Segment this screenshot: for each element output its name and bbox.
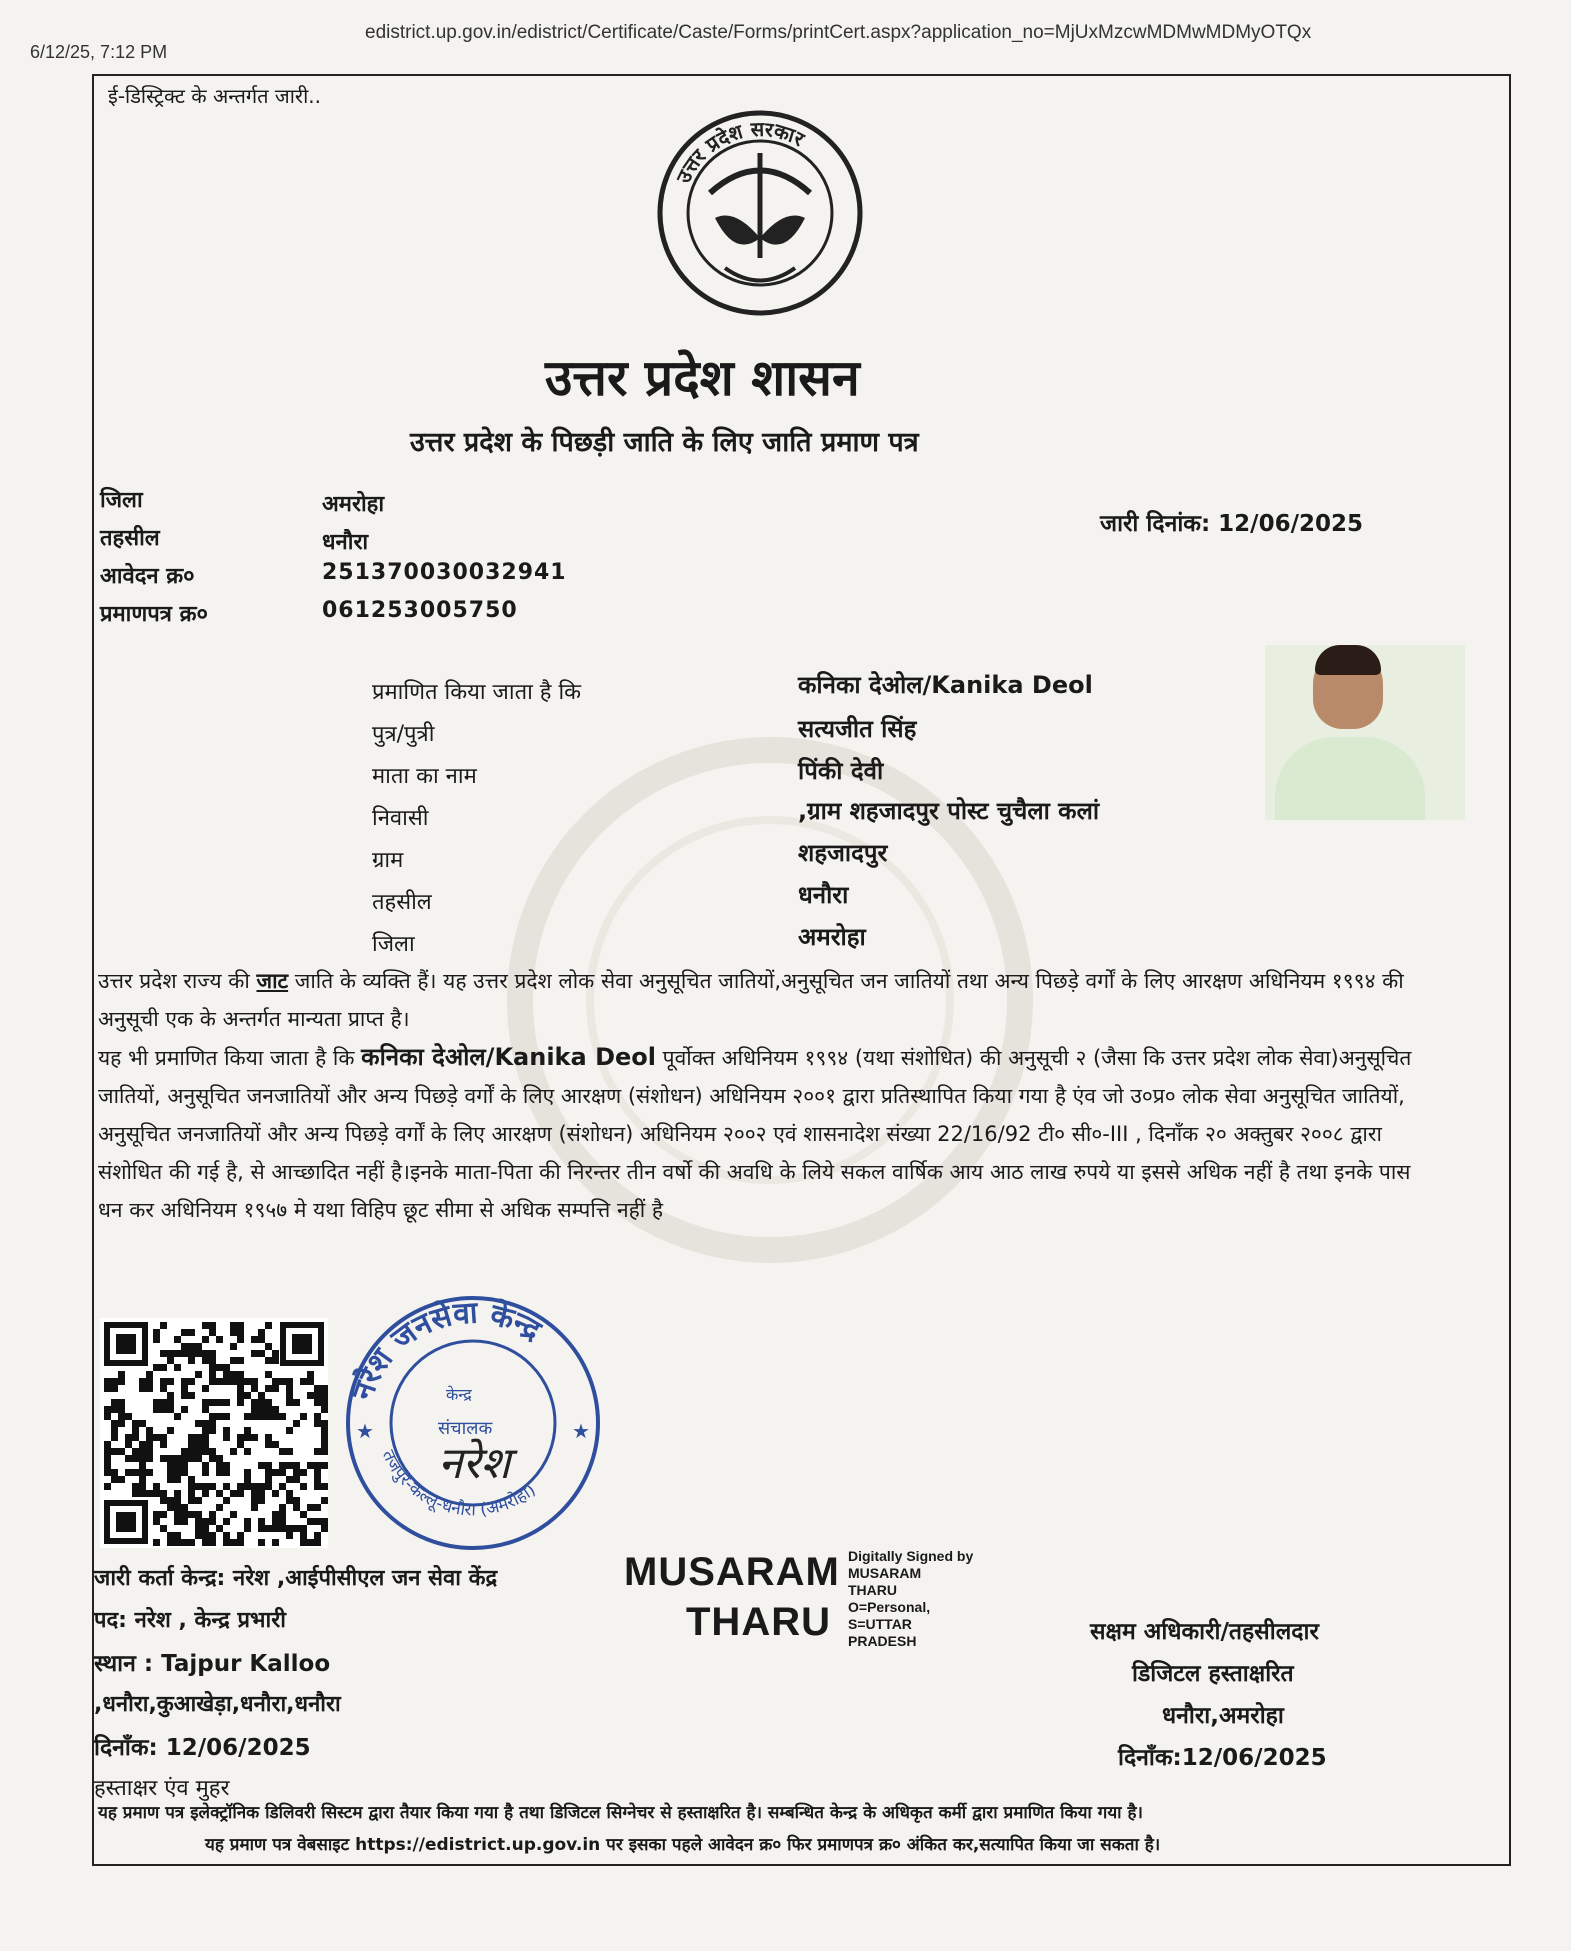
person-label: जिला xyxy=(372,932,415,957)
application-number: 251370030032941 xyxy=(322,560,567,585)
stamp-ring-text: नरेश जनसेवा केन्द्र xyxy=(345,1295,547,1405)
officer-date: दिनाँक:12/06/2025 xyxy=(1118,1745,1327,1771)
person-label: निवासी xyxy=(372,806,429,831)
body-person-name: कनिका देओल/Kanika Deol xyxy=(361,1043,656,1071)
issuer-date: दिनाँक: 12/06/2025 xyxy=(94,1735,311,1761)
person-label: प्रमाणित किया जाता है कि xyxy=(372,680,582,705)
meta-label: प्रमाणपत्र क्र० xyxy=(100,602,208,627)
village: शहजादपुर xyxy=(798,839,888,867)
mother-name: पिंकी देवी xyxy=(798,757,884,785)
issuer-place: स्थान : Tajpur Kalloo xyxy=(94,1651,331,1677)
up-government-emblem-icon xyxy=(655,108,865,318)
body-text: जाति के व्यक्ति हैं। यह उत्तर प्रदेश लोक सेवा अनुसूचित जातियों,अनुसूचित जन जातियों तथा अन्य पिछड़े वर्गों के लिए आरक्षण अधिनियम १९९४ की अनुसूची एक के अन्तर्गत मान्यता प्राप्त है। xyxy=(98,969,1404,1031)
person-label: तहसील xyxy=(372,890,432,915)
meta-label: तहसील xyxy=(100,526,160,551)
svg-text:★: ★ xyxy=(572,1419,590,1443)
applicant-photo xyxy=(1265,645,1465,820)
print-url: edistrict.up.gov.in/edistrict/Certificate/Caste/Forms/printCert.aspx?application_no=MjUxMzcwMDMwMDMyOTQx xyxy=(365,22,1312,43)
person-name: कनिका देओल/Kanika Deol xyxy=(798,671,1093,699)
stamp-signature: नरेश xyxy=(438,1438,511,1489)
body-text: पूर्वोक्त अधिनियम १९९४ (यथा संशोधित) की अनुसूची २ (जैसा कि उत्तर प्रदेश लोक सेवा)अनुसूचित जातियों, अनुसूचित जनजातियों और अन्य पिछड़े वर्गों के लिए आरक्षण (संशोधन) अधिनियम २००१ द्वारा प्रतिस्थापित किया गया है एंव जो उ०प्र० लोक सेवा अनुसूचित जातियों, अनुसूचित जनजातियों और अन्य पिछड़े वर्गों के लिए आरक्षण (संशोधन) अधिनियम २००२ एवं शासनादेश संख्या 22/16/92 टी० सी०-III , दिनाँक २० अक्तुबर २००८ द्वारा संशोधित की गई है, से आच्छादित नहीं है।इनके माता-पिता की निरन्तर तीन वर्षो की अवधि के लिये सकल वार्षिक आय आठ लाख रुपये या इससे अधिक नहीं है तथा इनके पास धन कर अधिनियम १९५७ मे यथा विहिप छूट सीमा से अधिक सम्पत्ति नहीं है xyxy=(98,1046,1412,1222)
print-datetime: 6/12/25, 7:12 PM xyxy=(30,42,168,62)
svg-text:★: ★ xyxy=(356,1419,374,1443)
caste-name: जाट xyxy=(256,969,289,993)
issuer-center: जारी कर्ता केन्द्र: नरेश ,आईपीसीएल जन सेवा केंद्र xyxy=(94,1566,498,1591)
stamp-center-mid: संचालक xyxy=(438,1418,493,1439)
district: अमरोहा xyxy=(798,923,866,951)
issued-under-note: ई-डिस्ट्रिक्ट के अन्तर्गत जारी.. xyxy=(108,84,321,108)
certificate-number: 061253005750 xyxy=(322,598,518,623)
body-text: यह भी प्रमाणित किया जाता है कि xyxy=(98,1046,362,1070)
meta-value: धनौरा xyxy=(322,530,369,555)
person-label: माता का नाम xyxy=(372,764,477,789)
officer-title: सक्षम अधिकारी/तहसीलदार xyxy=(1090,1619,1319,1645)
center-seal-stamp xyxy=(338,1288,608,1558)
meta-value: अमरोहा xyxy=(322,492,385,517)
digital-signer-name-1: MUSARAM xyxy=(624,1550,840,1594)
person-label: पुत्र/पुत्री xyxy=(372,722,435,747)
body-text: उत्तर प्रदेश राज्य की xyxy=(98,969,257,993)
issuer-address: ,धनौरा,कुआखेड़ा,धनौरा,धनौरा xyxy=(94,1692,341,1717)
footer-note-2: यह प्रमाण पत्र वेबसाइट https://edistrict.up.gov.in पर इसका पहले आवेदन क्र० फिर प्रमाणपत्र क्र० अंकित कर,सत्यापित किया जा सकता है। xyxy=(205,1835,1161,1855)
stamp-center-top: केन्द्र xyxy=(446,1385,472,1404)
person-label: ग्राम xyxy=(372,848,404,873)
certificate-body xyxy=(98,962,1428,1229)
officer-location: धनौरा,अमरोहा xyxy=(1162,1703,1284,1729)
issuer-post: पद: नरेश , केन्द्र प्रभारी xyxy=(94,1608,286,1633)
meta-label: आवेदन क्र० xyxy=(100,564,195,589)
digital-signature-details: Digitally Signed by MUSARAM THARU O=Personal, S=UTTAR PRADESH xyxy=(848,1548,974,1649)
emblem-text: उत्तर प्रदेश सरकार xyxy=(671,116,809,187)
sign-and-seal-label: हस्ताक्षर एंव मुहर xyxy=(94,1776,230,1801)
qr-code xyxy=(100,1318,328,1548)
digital-signer-name-2: THARU xyxy=(686,1600,831,1644)
footer-note-1: यह प्रमाण पत्र इलेक्ट्रॉनिक डिलिवरी सिस्टम द्वारा तैयार किया गया है तथा डिजिटल सिग्नेचर से हस्ताक्षरित है। सम्बन्धित केन्द्र के अधिकृत कर्मी द्वारा प्रमाणित किया गया है। xyxy=(98,1803,1143,1823)
issue-date: जारी दिनांक: 12/06/2025 xyxy=(1100,511,1363,537)
tehsil: धनौरा xyxy=(798,881,849,909)
officer-digital-signed: डिजिटल हस्ताक्षरित xyxy=(1132,1661,1294,1687)
certificate-subtitle: उत्तर प्रदेश के पिछड़ी जाति के लिए जाति प्रमाण पत्र xyxy=(410,427,919,458)
stamp-lower-text: तजपुर-कल्लू-धनौरा (अमरोहा) xyxy=(377,1447,540,1521)
page-title: उत्तर प्रदेश शासन xyxy=(545,348,860,407)
meta-label: जिला xyxy=(100,488,143,513)
resident-address: ,ग्राम शहजादपुर पोस्ट चुचैला कलां xyxy=(798,797,1100,825)
father-name: सत्यजीत सिंह xyxy=(798,715,917,743)
